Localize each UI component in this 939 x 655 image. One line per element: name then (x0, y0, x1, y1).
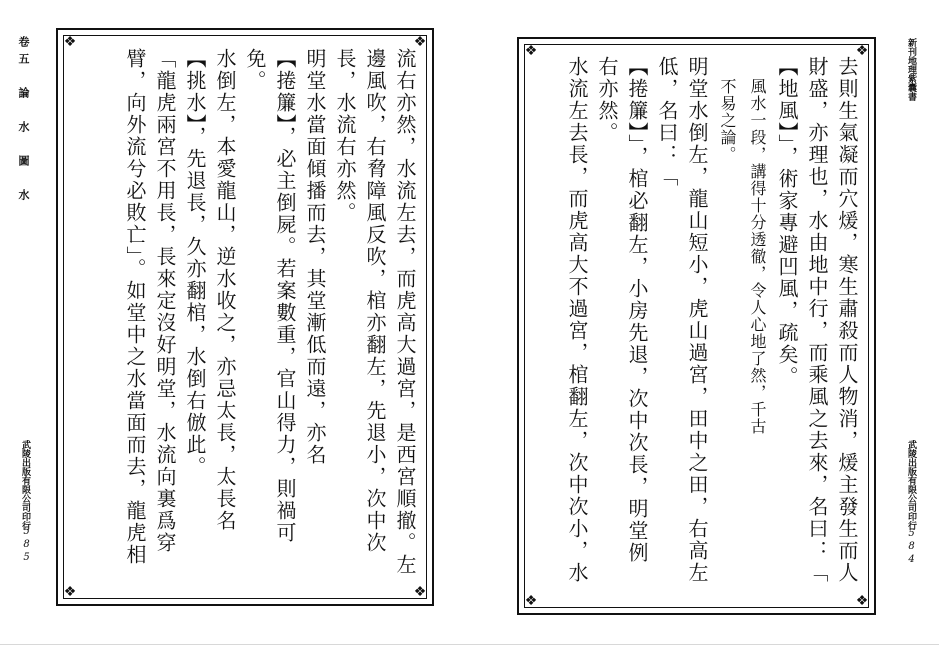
text-column: 「龍虎兩宮不用長，長來定沒好明堂，水流向裏爲穿 (153, 48, 177, 554)
text-column: 明堂水當面傾播而去，其堂漸低而遠，亦名 (303, 48, 327, 466)
corner-ornament-icon: ❖ (855, 593, 869, 609)
page-number-left: 585 (21, 526, 32, 565)
text-column: 去則生氣凝而穴煖，寒生肅殺而人物消，煖主發生而人 (835, 56, 859, 584)
text-column: 邊風吹，右脅障風反吹，棺亦翻左，先退小，次中次 (363, 48, 387, 554)
publisher-imprint-right: 武陵出版有限公司印行 (906, 440, 916, 530)
commentary-column: 風水一段，講得十分透徹，令人心地了然，千古 (748, 78, 767, 435)
page-body-right (532, 56, 862, 596)
chapter-mark-left: 卷五 論 水 圖 水 (17, 36, 30, 206)
text-column: 財盛，亦理也，水由地中行，而乘風之去來，名曰：「 (805, 56, 829, 584)
publisher-imprint-left: 武陵出版有限公司印行 (20, 440, 30, 530)
corner-ornament-icon: ❖ (524, 43, 538, 59)
text-column: 【地風】」，術家專避凹風，疏矣。 (775, 56, 799, 388)
text-column: 右亦然。 (595, 56, 619, 144)
text-column: 水倒左，本愛龍山，逆水收之，亦忌太長，太長名 (213, 48, 237, 532)
page-number-right: 584 (906, 528, 917, 567)
corner-ornament-icon: ❖ (413, 584, 427, 600)
corner-ornament-icon: ❖ (63, 584, 77, 600)
text-column: 長，水流右亦然。 (333, 48, 357, 224)
scan-edge-divider (0, 644, 939, 645)
commentary-column: 不易之論。 (718, 78, 737, 163)
text-column: 明堂水倒左，龍山短小，虎山過宮，田中之田，右高左 (685, 56, 709, 584)
text-column: 【捲簾】」，棺必翻左，小房先退，次中次長，明堂例 (625, 56, 649, 564)
corner-ornament-icon: ❖ (524, 593, 538, 609)
corner-ornament-icon: ❖ (855, 43, 869, 59)
corner-ornament-icon: ❖ (413, 34, 427, 50)
text-column: 水流左去長，而虎高大不過宮，棺翻左，次中次小，水 (565, 56, 589, 584)
text-column: 流右亦然，水流左去，而虎高大過宮，是西宮順撤。左 (393, 48, 417, 576)
text-column: 【挑水】，先退長，久亦翻棺，水倒右倣此。 (183, 48, 207, 478)
text-column: 【捲簾】，必主倒屍。若案數重，官山得力，則禍可 (273, 48, 297, 544)
text-column: 低，名曰：「 (655, 56, 679, 188)
book-title-right: 新刊地理紫囊書 (906, 38, 916, 101)
corner-ornament-icon: ❖ (63, 34, 77, 50)
text-column: 臂，向外流兮必敗亡」。如堂中之水當面而去，龍虎相 (123, 48, 147, 566)
page-body-left (70, 48, 420, 588)
text-column: 免。 (243, 48, 267, 92)
